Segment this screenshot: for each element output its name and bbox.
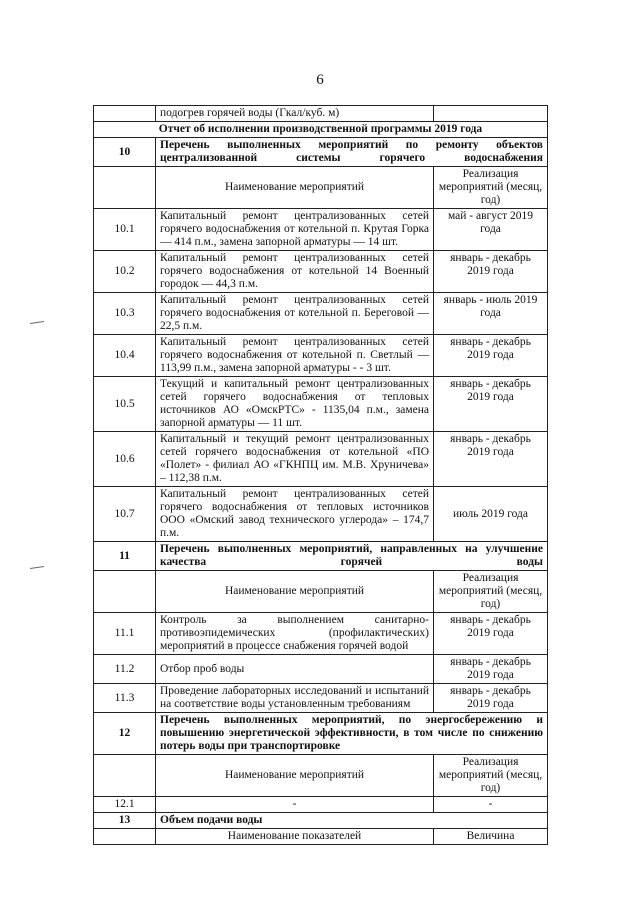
section-title: Объем подачи воды: [156, 813, 548, 829]
column-header-name: Наименование мероприятий: [156, 571, 434, 613]
empty-cell: [94, 571, 156, 613]
empty-cell: [434, 106, 548, 122]
item-name: Отбор проб воды: [156, 655, 434, 684]
item-period: январь - декабрь 2019 года: [434, 335, 548, 377]
margin-mark: [30, 321, 44, 324]
section-number: 10: [94, 138, 156, 167]
empty-cell: [94, 755, 156, 797]
section-header-row: [94, 813, 548, 829]
item-period: январь - июль 2019 года: [434, 293, 548, 335]
item-number: 11.3: [94, 684, 156, 713]
report-title-row: [94, 122, 548, 138]
empty-cell: [94, 829, 156, 845]
margin-mark: [30, 566, 44, 569]
table-row: [94, 293, 548, 335]
section-title: Перечень выполненных мероприятий по ремонту объектов централизованной системы горячего водоснабжения: [156, 138, 548, 167]
column-header-name: Наименование мероприятий: [156, 167, 434, 209]
table-row: [94, 432, 548, 487]
table-row: [94, 487, 548, 542]
item-name: Капитальный ремонт централизованных сетей горячего водоснабжения от котельной п. Светлый — 113,99 п.м., замена запорной арматуры - - 3 шт.: [156, 335, 434, 377]
item-name: Капитальный ремонт централизованных сетей горячего водоснабжения от котельной п. Береговой — 22,5 п.м.: [156, 293, 434, 335]
item-period: январь - декабрь 2019 года: [434, 251, 548, 293]
item-number: 10.7: [94, 487, 156, 542]
column-header-name: Наименование мероприятий: [156, 755, 434, 797]
table-row: [94, 209, 548, 251]
column-header-value: Величина: [434, 829, 548, 845]
section-number: 13: [94, 813, 156, 829]
section-title: Перечень выполненных мероприятий, направленных на улучшение качества горячей воды: [156, 542, 548, 571]
item-name: Контроль за выполнением санитарно-противоэпидемических (профилактических) мероприятий в процессе снабжения горячей водой: [156, 613, 434, 655]
column-header-period: Реализация мероприятий (месяц, год): [434, 755, 548, 797]
item-number: 12.1: [94, 797, 156, 813]
item-name: Капитальный ремонт централизованных сетей горячего водоснабжения от котельной 14 Военный городок — 44,3 п.м.: [156, 251, 434, 293]
report-title: Отчет об исполнении производственной программы 2019 года: [94, 122, 548, 138]
table-row: [94, 335, 548, 377]
column-header-period: Реализация мероприятий (месяц, год): [434, 167, 548, 209]
item-name: Капитальный и текущий ремонт централизованных сетей горячего водоснабжения от котельной «ПО «Полет» - филиал АО «ГКНПЦ им. М.В. Хруничева» – 112,38 п.м.: [156, 432, 434, 487]
row-text: подогрев горячей воды (Гкал/куб. м): [156, 106, 434, 122]
empty-cell: [94, 106, 156, 122]
table-row: [94, 797, 548, 813]
item-number: 11.2: [94, 655, 156, 684]
section-header-row: [94, 542, 548, 571]
section-header-row: [94, 138, 548, 167]
column-header-name: Наименование показателей: [156, 829, 434, 845]
table-row: [94, 655, 548, 684]
item-period: июль 2019 года: [434, 487, 548, 542]
item-name: -: [156, 797, 434, 813]
section-number: 12: [94, 713, 156, 755]
item-number: 10.4: [94, 335, 156, 377]
item-period: январь - декабрь 2019 года: [434, 377, 548, 432]
table-row: [94, 684, 548, 713]
item-period: январь - декабрь 2019 года: [434, 655, 548, 684]
section-number: 11: [94, 542, 156, 571]
table-row: [94, 251, 548, 293]
item-period: январь - декабрь 2019 года: [434, 613, 548, 655]
section-title: Перечень выполненных мероприятий, по энергосбережению и повышению энергетической эффективности, в том числе по снижению потерь воды при транспортировке: [156, 713, 548, 755]
table-row: [94, 106, 548, 122]
column-header-row: [94, 829, 548, 845]
page-number: 6: [316, 72, 324, 88]
column-header-row: [94, 755, 548, 797]
column-header-period: Реализация мероприятий (месяц, год): [434, 571, 548, 613]
item-name: Проведение лабораторных исследований и испытаний на соответствие воды установленным требованиям: [156, 684, 434, 713]
section-header-row: [94, 713, 548, 755]
item-number: 11.1: [94, 613, 156, 655]
item-name: Капитальный ремонт централизованных сетей горячего водоснабжения от котельной п. Крутая Горка — 414 п.м., замена запорной арматуры — 14 шт.: [156, 209, 434, 251]
item-number: 10.6: [94, 432, 156, 487]
empty-cell: [94, 167, 156, 209]
table-row: [94, 377, 548, 432]
item-name: Текущий и капитальный ремонт централизованных сетей горячего водоснабжения от тепловых источников АО «ОмскРТС» - 1135,04 п.м., замена запорной арматуры — 11 шт.: [156, 377, 434, 432]
item-period: январь - декабрь 2019 года: [434, 432, 548, 487]
item-number: 10.1: [94, 209, 156, 251]
item-name: Капитальный ремонт централизованных сетей горячего водоснабжения от тепловых источников ООО «Омский завод технического углерода» – 174,7 п.м.: [156, 487, 434, 542]
column-header-row: [94, 571, 548, 613]
item-number: 10.5: [94, 377, 156, 432]
item-number: 10.2: [94, 251, 156, 293]
item-period: январь - декабрь 2019 года: [434, 684, 548, 713]
item-number: 10.3: [94, 293, 156, 335]
item-period: -: [434, 797, 548, 813]
production-program-table: [93, 105, 548, 845]
item-period: май - август 2019 года: [434, 209, 548, 251]
table-row: [94, 613, 548, 655]
column-header-row: [94, 167, 548, 209]
